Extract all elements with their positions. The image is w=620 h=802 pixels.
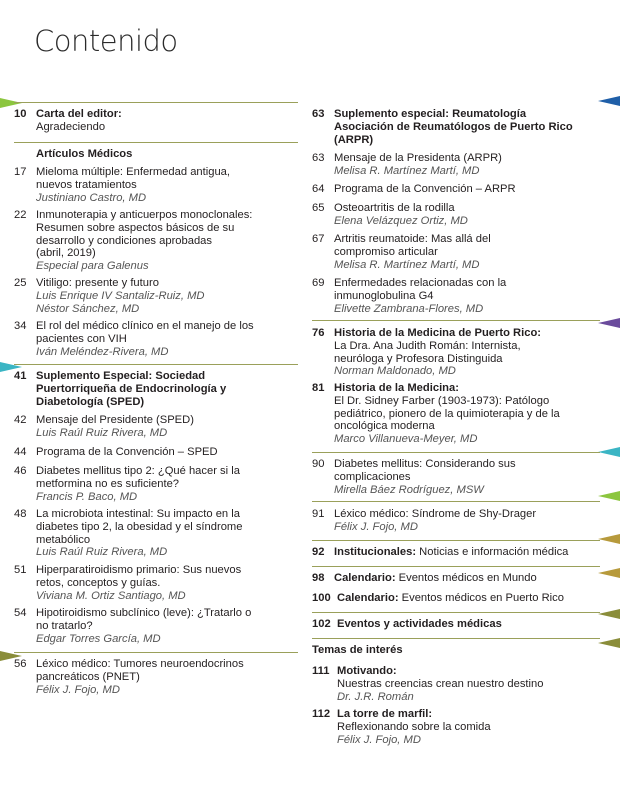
toc-entry[interactable] <box>14 320 298 358</box>
entry-title-line: Hipotiroidismo subclínico (leve): ¿Tratarlo o <box>36 607 252 619</box>
page-number: 91 <box>312 508 325 520</box>
divider <box>14 142 298 143</box>
entry-author: Justiniano Castro, MD <box>36 191 147 204</box>
divider <box>312 638 600 639</box>
entry-label: Institucionales: <box>334 546 417 558</box>
entry-author: Iván Meléndez-Rivera, MD <box>36 345 169 358</box>
divider <box>14 652 298 653</box>
entry-author: Félix J. Fojo, MD <box>334 520 418 533</box>
entry-title-line: oncológica moderna <box>334 420 435 433</box>
divider <box>312 501 600 502</box>
decorative-marker <box>598 638 620 648</box>
entry-author: Francis P. Baco, MD <box>36 490 138 503</box>
decorative-marker <box>0 98 22 108</box>
page-number: 17 <box>14 166 27 178</box>
entry-title-line: metabólico <box>36 533 91 546</box>
page-number: 25 <box>14 277 27 289</box>
page-number: 102 <box>312 618 331 630</box>
entry-title-line: Motivando: <box>337 665 397 677</box>
page-number: 67 <box>312 233 325 245</box>
page-number: 44 <box>14 446 27 458</box>
decorative-marker <box>598 447 620 457</box>
page-number: 41 <box>14 370 27 382</box>
toc-entry[interactable] <box>14 370 298 408</box>
entry-title-line: pediátrico, pionero de la quimioterapia y de la <box>334 407 560 420</box>
page-number: 54 <box>14 607 27 619</box>
entry-title-line: Historia de la Medicina de Puerto Rico: <box>334 327 542 339</box>
entry-title-line: La microbiota intestinal: Su impacto en la <box>36 508 240 520</box>
entry-author: Marco Villanueva-Meyer, MD <box>334 433 478 446</box>
page-number: 56 <box>14 658 27 670</box>
divider <box>312 540 600 541</box>
page-number: 111 <box>312 665 330 677</box>
divider <box>312 320 600 321</box>
toc-entry[interactable] <box>312 592 608 605</box>
page-number: 42 <box>14 414 27 426</box>
entry-title-line: Suplemento Especial: Sociedad <box>36 370 206 382</box>
entry-title-line: Programa de la Convención – ARPR <box>334 183 516 195</box>
divider <box>312 566 600 567</box>
toc-entry[interactable] <box>312 665 608 703</box>
entry-author: Luis Raúl Ruiz Rivera, MD <box>36 426 168 439</box>
entry-title-line: Puertorriqueña de Endocrinología y <box>36 382 227 395</box>
entry-title: Carta del editor: <box>36 108 122 120</box>
entry-title-line: Léxico médico: Síndrome de Shy-Drager <box>334 508 537 520</box>
entry-title-line: metformina no es suficiente? <box>36 477 180 490</box>
toc-entry[interactable] <box>312 327 608 378</box>
entry-title-line: (abril, 2019) <box>36 247 96 260</box>
entry-title-line: desarrollo y condiciones aprobadas <box>36 234 213 247</box>
toc-entry[interactable] <box>14 414 298 440</box>
entry-title-line: Artritis reumatoide: Mas allá del <box>334 233 491 245</box>
page-number: 100 <box>312 592 331 604</box>
divider <box>14 364 298 365</box>
entry-title-line: Hiperparatiroidismo primario: Sus nuevos <box>36 564 242 576</box>
entry-title-line: Programa de la Convención – SPED <box>36 446 218 458</box>
entry-title-line: Diabetología (SPED) <box>36 395 145 408</box>
entry-title-line: La Dra. Ana Judith Román: Internista, <box>334 339 521 352</box>
page-number: 92 <box>312 546 325 558</box>
page-number: 63 <box>312 152 325 164</box>
decorative-marker <box>598 534 620 544</box>
entry-title-line: Léxico médico: Tumores neuroendocrinos <box>36 658 244 670</box>
page-number: 76 <box>312 327 325 339</box>
page-number: 90 <box>312 458 325 470</box>
entry-title-line: Inmunoterapia y anticuerpos monoclonales: <box>36 209 253 221</box>
entry-author: Edgar Torres García, MD <box>36 632 161 645</box>
entry-title-line: retos, conceptos y guías. <box>36 576 161 589</box>
toc-entry[interactable] <box>14 508 298 559</box>
entry-title-line: El rol del médico clínico en el manejo de los <box>36 320 254 332</box>
entry-author: Félix J. Fojo, MD <box>36 683 120 696</box>
entry-label: Calendario: <box>334 572 396 584</box>
entry-title-line: complicaciones <box>334 470 411 483</box>
entry-title-line: Mensaje del Presidente (SPED) <box>36 414 194 426</box>
toc-entry[interactable] <box>312 108 608 146</box>
entry-title-line: Enfermedades relacionadas con la <box>334 277 507 289</box>
divider <box>312 612 600 613</box>
entry-title-line: no tratarlo? <box>36 619 93 632</box>
entry-title-line: neuróloga y Profesora Distinguida <box>334 352 503 365</box>
entry-title-line: Resumen sobre aspectos básicos de su <box>36 221 235 234</box>
toc-entry[interactable] <box>312 382 608 446</box>
entry-title: Noticias e información médica <box>416 546 569 558</box>
entry-title-line: Suplemento especial: Reumatología <box>334 108 527 120</box>
page-number: 98 <box>312 572 325 584</box>
decorative-marker <box>598 96 620 106</box>
page-number: 22 <box>14 209 27 221</box>
page-number: 63 <box>312 108 325 120</box>
toc-entry[interactable] <box>312 183 608 196</box>
entry-author: Especial para Galenus <box>36 260 149 273</box>
page-number: 112 <box>312 708 331 720</box>
page-number: 65 <box>312 202 325 214</box>
toc-entry[interactable] <box>312 202 608 228</box>
entry-author: Dr. J.R. Román <box>337 690 414 703</box>
entry-title-line: Historia de la Medicina: <box>334 382 459 394</box>
section-heading: Temas de interés <box>312 644 403 656</box>
entry-title-line: Diabetes mellitus tipo 2: ¿Qué hacer si la <box>36 465 240 477</box>
entry-title-line: Mensaje de la Presidenta (ARPR) <box>334 152 502 164</box>
page-number: 69 <box>312 277 325 289</box>
entry-author: Viviana M. Ortiz Santiago, MD <box>36 589 186 602</box>
divider <box>312 452 600 453</box>
toc-entry[interactable] <box>14 446 298 459</box>
entry-title-line: Osteoartritis de la rodilla <box>334 202 455 214</box>
divider <box>14 102 298 103</box>
page-number: 48 <box>14 508 27 520</box>
toc-entry[interactable] <box>14 277 298 315</box>
toc-entry[interactable] <box>14 209 298 273</box>
entry-author: Melisa R. Martínez Martí, MD <box>334 258 480 271</box>
entry-title-line: Mieloma múltiple: Enfermedad antigua, <box>36 166 231 178</box>
entry-author: Elena Velázquez Ortiz, MD <box>334 214 468 227</box>
entry-title: Eventos médicos en Puerto Rico <box>398 592 564 604</box>
entry-subtitle: Agradeciendo <box>36 120 106 133</box>
toc-entry[interactable] <box>312 546 608 559</box>
entry-title-line: Diabetes mellitus: Considerando sus <box>334 458 516 470</box>
toc-entry[interactable] <box>312 708 608 746</box>
page-number: 64 <box>312 183 325 195</box>
entry-title-line: Asociación de Reumatólogos de Puerto Rico <box>334 120 573 133</box>
entry-title-line: El Dr. Sidney Farber (1903-1973): Patólogo <box>334 394 550 407</box>
section-heading: Artículos Médicos <box>36 148 133 160</box>
entry-title-line: (ARPR) <box>334 133 374 146</box>
toc-entry[interactable] <box>312 508 608 534</box>
entry-title-line: pacientes con VIH <box>36 332 127 345</box>
entry-title-line: pancreáticos (PNET) <box>36 670 140 683</box>
entry-title-line: La torre de marfil: <box>337 708 433 720</box>
toc-entry[interactable] <box>312 277 608 315</box>
page-number: 34 <box>14 320 27 332</box>
toc-entry[interactable] <box>312 233 608 271</box>
entry-author: Elivette Zambrana-Flores, MD <box>334 302 484 315</box>
page-number: 10 <box>14 108 27 120</box>
toc-entry[interactable] <box>14 108 298 134</box>
entry-title-line: Eventos y actividades médicas <box>337 618 502 630</box>
toc-entry[interactable] <box>312 458 608 496</box>
entry-title-line: inmunoglobulina G4 <box>334 289 434 302</box>
entry-label: Calendario: <box>337 592 399 604</box>
entry-author: Norman Maldonado, MD <box>334 365 456 378</box>
entry-author: Mirella Báez Rodríguez, MSW <box>334 483 484 496</box>
entry-title-line: compromiso articular <box>334 245 438 258</box>
entry-author: Néstor Sánchez, MD <box>36 302 140 315</box>
page-title: Contenido <box>34 24 178 58</box>
toc-entry[interactable] <box>14 166 298 204</box>
toc-entry[interactable] <box>312 618 608 631</box>
entry-title-line: diabetes tipo 2, la obesidad y el síndrome <box>36 520 243 533</box>
entry-subtitle: Nuestras creencias crean nuestro destino <box>337 677 544 690</box>
toc-entry[interactable] <box>14 658 298 696</box>
entry-title-line: nuevos tratamientos <box>36 178 137 191</box>
toc-entry[interactable] <box>312 152 608 178</box>
entry-author: Luis Raúl Ruiz Rivera, MD <box>36 546 168 559</box>
entry-author: Melisa R. Martínez Martí, MD <box>334 164 480 177</box>
page-number: 46 <box>14 465 27 477</box>
toc-entry[interactable] <box>14 465 298 503</box>
entry-title: Eventos médicos en Mundo <box>395 572 537 584</box>
page-number: 51 <box>14 564 27 576</box>
entry-author: Félix J. Fojo, MD <box>337 733 421 746</box>
entry-title-line: Vitiligo: presente y futuro <box>36 277 159 289</box>
toc-entry[interactable] <box>14 564 298 602</box>
page-number: 81 <box>312 382 325 394</box>
entry-author: Luis Enrique IV Santaliz-Ruiz, MD <box>36 289 205 302</box>
entry-subtitle: Reflexionando sobre la comida <box>337 720 491 733</box>
toc-entry[interactable] <box>312 572 608 585</box>
toc-entry[interactable] <box>14 607 298 645</box>
